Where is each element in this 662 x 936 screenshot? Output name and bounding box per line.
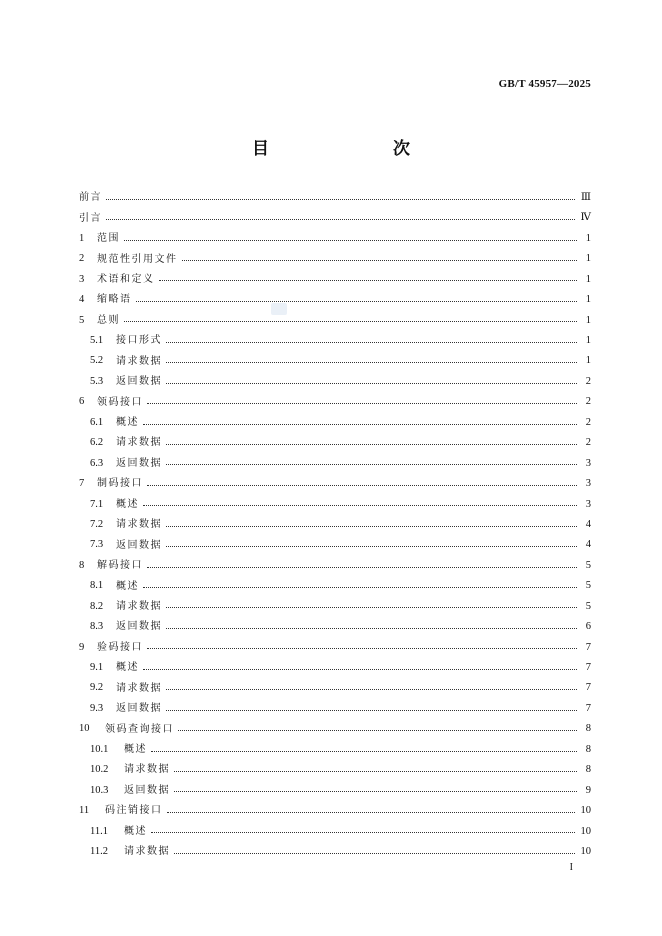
toc-entry[interactable]: [79, 597, 591, 617]
toc-entry-label: 返回数据: [116, 457, 162, 469]
toc-leader-dots: [136, 301, 578, 302]
toc-entry[interactable]: [79, 495, 591, 515]
toc-entry-label: 返回数据: [116, 376, 162, 388]
toc-entry-label: 接口形式: [116, 335, 162, 347]
toc-entry-number: 7.2: [90, 518, 104, 530]
toc-entry-number: 9: [79, 641, 85, 653]
toc-entry-page: 10: [580, 805, 591, 817]
toc-entry-number: 5.2: [90, 355, 104, 367]
toc-entry-number: 2: [79, 253, 85, 265]
toc-entry-page: 10: [580, 825, 591, 837]
toc-entry-label: 请求数据: [116, 519, 162, 531]
toc-entry-label: 请求数据: [116, 355, 162, 367]
toc-entry-label: 领码接口: [97, 396, 143, 408]
toc-entry-number: 7: [79, 478, 85, 490]
toc-entry-number: 9.3: [90, 702, 104, 714]
toc-leader-dots: [147, 567, 577, 568]
toc-entry[interactable]: [79, 229, 591, 249]
toc-entry-page: 6: [585, 621, 591, 633]
toc-entry-label: 范围: [97, 233, 120, 245]
toc-leader-dots: [166, 689, 577, 690]
toc-leader-dots: [151, 751, 577, 752]
toc-heading: 目 次: [252, 139, 440, 159]
toc-entry-page: 10: [580, 845, 591, 857]
toc-leader-dots: [147, 485, 577, 486]
toc-entry-number: 10: [79, 723, 90, 735]
toc-entry[interactable]: [79, 781, 591, 801]
toc-entry-label: 概述: [116, 498, 139, 510]
toc-entry[interactable]: [79, 617, 591, 637]
toc-entry-page: 1: [585, 273, 591, 285]
toc-entry[interactable]: [79, 740, 591, 760]
toc-leader-dots: [147, 648, 577, 649]
toc-entry-number: 11.1: [90, 825, 108, 837]
toc-leader-dots: [166, 628, 577, 629]
toc-entry[interactable]: [79, 413, 591, 433]
toc-entry-label: 规范性引用文件: [97, 253, 178, 265]
toc-leader-dots: [178, 730, 577, 731]
toc-entry-label: 领码查询接口: [105, 723, 174, 735]
toc-entry-label: 返回数据: [116, 621, 162, 633]
toc-leader-dots: [174, 771, 577, 772]
toc-leader-dots: [106, 199, 575, 200]
toc-entry-page: 3: [585, 498, 591, 510]
toc-entry[interactable]: [79, 699, 591, 719]
toc-entry-page: 4: [585, 518, 591, 530]
toc-entry-page: 2: [585, 416, 591, 428]
toc-entry-page: 1: [585, 355, 591, 367]
toc-leader-dots: [174, 791, 577, 792]
toc-leader-dots: [124, 321, 577, 322]
toc-entry[interactable]: [79, 719, 591, 739]
toc-entry-page: Ⅳ: [580, 212, 591, 224]
toc-entry-number: 5.1: [90, 335, 104, 347]
toc-entry[interactable]: [79, 454, 591, 474]
toc-entry[interactable]: [79, 658, 591, 678]
toc-leader-dots: [166, 546, 577, 547]
toc-entry[interactable]: [79, 842, 591, 862]
toc-leader-dots: [159, 280, 578, 281]
toc-entry[interactable]: [79, 822, 591, 842]
toc-entry[interactable]: [79, 638, 591, 658]
toc-entry[interactable]: [79, 556, 591, 576]
toc-entry-label: 前言: [79, 192, 102, 204]
toc-entry[interactable]: [79, 331, 591, 351]
toc-entry-page: 7: [585, 702, 591, 714]
toc-entry-number: 8.1: [90, 580, 104, 592]
toc-entry-label: 概述: [116, 662, 139, 674]
toc-leader-dots: [166, 383, 577, 384]
toc-entry-number: 5: [79, 314, 85, 326]
toc-entry-number: 7.1: [90, 498, 104, 510]
toc-entry-page: 1: [585, 294, 591, 306]
toc-entry-number: 10.3: [90, 784, 109, 796]
toc-leader-dots: [166, 464, 577, 465]
toc-entry-label: 请求数据: [124, 846, 170, 858]
toc-entry-number: 9.1: [90, 662, 104, 674]
toc-entry-label: 缩略语: [97, 294, 132, 306]
toc-entry-label: 验码接口: [97, 641, 143, 653]
toc-entry-page: 3: [585, 478, 591, 490]
toc-entry-page: 5: [585, 559, 591, 571]
toc-entry[interactable]: [79, 290, 591, 310]
toc-leader-dots: [166, 342, 577, 343]
toc-entry[interactable]: [79, 249, 591, 269]
toc-entry-label: 概述: [124, 744, 147, 756]
toc-leader-dots: [166, 607, 577, 608]
toc-entry-label: 概述: [116, 580, 139, 592]
toc-entry-page: 3: [585, 457, 591, 469]
toc-entry-page: 7: [585, 682, 591, 694]
toc-entry[interactable]: [79, 208, 591, 228]
toc-entry-number: 1: [79, 232, 85, 244]
toc-entry-label: 返回数据: [116, 703, 162, 715]
toc-entry[interactable]: [79, 474, 591, 494]
toc-entry-number: 3: [79, 273, 85, 285]
toc-entry-page: 2: [585, 396, 591, 408]
toc-leader-dots: [124, 240, 577, 241]
table-of-contents: [79, 188, 591, 862]
toc-entry-number: 5.3: [90, 375, 104, 387]
toc-entry-number: 6.3: [90, 457, 104, 469]
toc-leader-dots: [166, 362, 577, 363]
toc-entry[interactable]: [79, 535, 591, 555]
toc-entry-number: 11: [79, 805, 90, 817]
toc-entry[interactable]: [79, 433, 591, 453]
toc-entry[interactable]: [79, 311, 591, 331]
toc-entry-number: 9.2: [90, 682, 104, 694]
toc-entry-page: 8: [585, 723, 591, 735]
toc-leader-dots: [151, 832, 575, 833]
toc-leader-dots: [143, 669, 577, 670]
toc-entry[interactable]: [79, 352, 591, 372]
toc-entry-label: 引言: [79, 212, 102, 224]
toc-entry-page: 4: [585, 539, 591, 551]
toc-entry-number: 10.2: [90, 764, 109, 776]
toc-entry-number: 8.3: [90, 621, 104, 633]
toc-entry[interactable]: [79, 760, 591, 780]
toc-entry-number: 8.2: [90, 600, 104, 612]
toc-entry-page: 5: [585, 580, 591, 592]
toc-entry-label: 术语和定义: [97, 273, 155, 285]
standard-code: GB/T 45957—2025: [498, 78, 591, 90]
toc-entry-page: 7: [585, 641, 591, 653]
toc-entry-number: 6: [79, 396, 85, 408]
toc-entry-label: 请求数据: [116, 682, 162, 694]
toc-entry-page: 7: [585, 662, 591, 674]
toc-leader-dots: [147, 403, 577, 404]
toc-entry[interactable]: [79, 801, 591, 821]
toc-entry-page: 1: [585, 232, 591, 244]
toc-entry-label: 返回数据: [116, 539, 162, 551]
toc-entry-label: 解码接口: [97, 560, 143, 572]
toc-entry-page: 1: [585, 253, 591, 265]
toc-entry-number: 7.3: [90, 539, 104, 551]
toc-entry-label: 总则: [97, 314, 120, 326]
toc-leader-dots: [166, 710, 577, 711]
toc-leader-dots: [143, 505, 577, 506]
toc-entry[interactable]: [79, 270, 591, 290]
toc-leader-dots: [143, 587, 577, 588]
toc-entry-number: 10.1: [90, 743, 109, 755]
toc-leader-dots: [166, 444, 577, 445]
toc-entry[interactable]: [79, 372, 591, 392]
toc-leader-dots: [106, 219, 575, 220]
toc-entry-number: 4: [79, 294, 85, 306]
toc-entry[interactable]: [79, 576, 591, 596]
toc-entry-page: 5: [585, 600, 591, 612]
toc-entry-label: 概述: [124, 825, 147, 837]
toc-entry-page: Ⅲ: [580, 191, 591, 203]
toc-entry-page: 2: [585, 375, 591, 387]
toc-leader-dots: [143, 424, 577, 425]
toc-entry-page: 2: [585, 437, 591, 449]
toc-leader-dots: [167, 812, 575, 813]
toc-entry-page: 1: [585, 314, 591, 326]
toc-leader-dots: [182, 260, 578, 261]
toc-entry-page: 1: [585, 335, 591, 347]
toc-leader-dots: [166, 526, 577, 527]
toc-entry-label: 请求数据: [124, 764, 170, 776]
toc-entry[interactable]: [79, 515, 591, 535]
toc-entry-number: 11.2: [90, 845, 108, 857]
toc-entry[interactable]: [79, 392, 591, 412]
toc-entry-number: 6.1: [90, 416, 104, 428]
toc-entry-page: 8: [585, 764, 591, 776]
toc-entry-label: 请求数据: [116, 600, 162, 612]
toc-entry-page: 9: [585, 784, 591, 796]
page-number: I: [569, 862, 573, 873]
toc-leader-dots: [174, 853, 575, 854]
toc-entry-number: 8: [79, 559, 85, 571]
toc-entry-label: 制码接口: [97, 478, 143, 490]
toc-entry-number: 6.2: [90, 437, 104, 449]
toc-entry-label: 码注销接口: [105, 805, 163, 817]
toc-entry[interactable]: [79, 188, 591, 208]
toc-entry-label: 请求数据: [116, 437, 162, 449]
toc-entry-page: 8: [585, 743, 591, 755]
toc-entry-label: 概述: [116, 417, 139, 429]
toc-entry-label: 返回数据: [124, 784, 170, 796]
toc-entry[interactable]: [79, 679, 591, 699]
